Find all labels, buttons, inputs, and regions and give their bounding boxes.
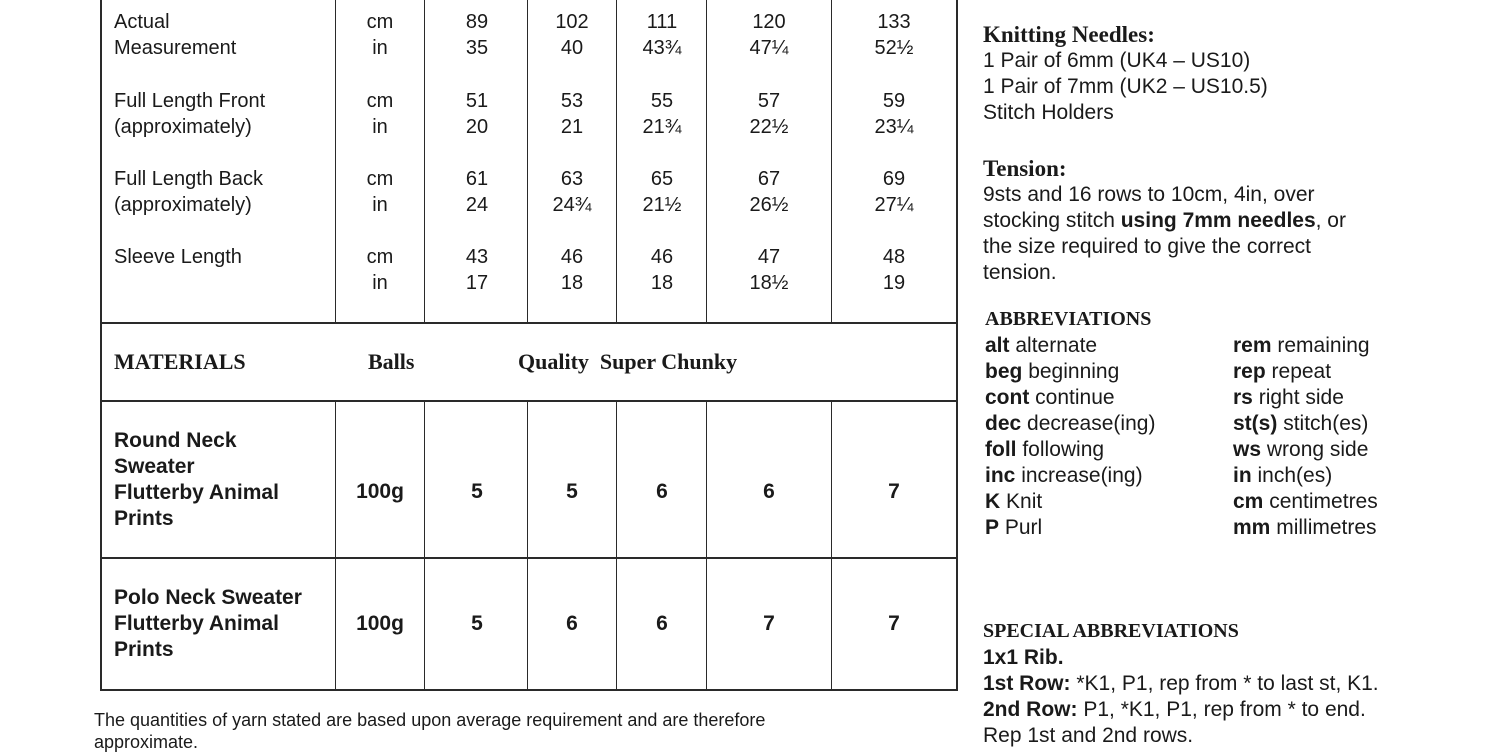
abbreviation-term: cm [1233,490,1264,513]
value-cm: 46 [560,246,584,268]
abbreviation-item [1233,385,1344,411]
abbreviation-item [985,489,1042,515]
abbreviation-item [985,385,1115,411]
unit-cm: cm [366,90,394,112]
abbreviation-meaning: stitch(es) [1283,412,1369,435]
abbreviation-meaning: wrong side [1266,438,1369,461]
col-divider [706,401,707,690]
abbreviation-term: beg [985,360,1023,383]
footnote: The quantities of yarn stated are based upon average requirement and are therefore approximate. [94,710,766,752]
abbreviation-item [985,463,1143,489]
value-cm: 133 [877,11,911,33]
abbreviation-item [985,411,1155,437]
abbreviation-item [1233,359,1331,385]
materials-title: MATERIALS [114,349,246,374]
value-in: 18½ [749,272,789,294]
abbreviation-term: st(s) [1233,412,1278,435]
abbreviation-meaning: Purl [1004,516,1043,539]
abbreviation-item [985,437,1104,463]
ball-count: 6 [656,612,668,635]
abbreviation-meaning: right side [1258,386,1344,409]
abbreviation-term: alt [985,334,1010,357]
table-border-bottom [100,689,958,691]
ball-count: 5 [566,480,578,503]
material-name: Polo Neck Sweater Flutterby Animal Prints [114,586,302,661]
measurement-label: Full Length Back (approximately) [114,168,263,216]
abbreviation-term: K [985,490,1001,513]
col-divider [527,401,528,690]
value-cm: 65 [650,168,674,190]
abbreviation-meaning: decrease(ing) [1027,412,1156,435]
needles-line: Stitch Holders [983,101,1114,124]
value-cm: 46 [650,246,674,268]
value-in: 22½ [749,116,789,138]
measurement-label: Sleeve Length [114,246,242,268]
abbreviation-meaning: centimetres [1269,490,1378,513]
abbreviation-meaning: inch(es) [1257,464,1333,487]
rib-row-1: 1st Row: *K1, P1, rep from * to last st, K1. [983,672,1379,695]
tension-line: tension. [983,261,1057,284]
value-cm: 69 [882,168,906,190]
value-cm: 102 [555,11,589,33]
value-cm: 57 [757,90,781,112]
needles-heading: Knitting Needles: [983,22,1155,47]
col-divider [706,0,707,323]
rib-title: 1x1 Rib. [983,646,1064,669]
abbreviation-item [985,515,1042,541]
unit-in: in [372,37,388,59]
ball-weight: 100g [356,480,404,503]
col-divider [616,0,617,323]
abbreviation-item [1233,411,1368,437]
tension-line: the size required to give the correct [983,235,1312,258]
value-in: 23¼ [874,116,914,138]
value-in: 47¼ [749,37,789,59]
ball-count: 6 [763,480,775,503]
value-cm: 53 [560,90,584,112]
abbreviation-meaning: millimetres [1276,516,1377,539]
material-name: Round Neck Sweater Flutterby Animal Prints [114,429,279,530]
abbreviation-term: in [1233,464,1252,487]
value-in: 24 [465,194,489,216]
value-in: 24¾ [552,194,592,216]
value-cm: 55 [650,90,674,112]
value-cm: 111 [646,11,678,33]
value-in: 21½ [642,194,682,216]
ball-count: 6 [566,612,578,635]
abbreviation-meaning: continue [1035,386,1115,409]
col-divider [335,0,336,323]
value-in: 21 [560,116,584,138]
abbreviation-item [1233,333,1370,359]
measurement-label: Actual Measurement [114,11,237,59]
value-in: 18 [650,272,674,294]
col-divider [424,0,425,323]
abbreviation-term: dec [985,412,1022,435]
value-cm: 43 [465,246,489,268]
abbreviation-item [985,359,1119,385]
unit-in: in [372,194,388,216]
abbreviation-term: rem [1233,334,1272,357]
table-border-right [956,0,958,691]
quality-label: Quality Super Chunky [518,349,738,374]
ball-count: 7 [888,612,900,635]
measurement-label: Full Length Front (approximately) [114,90,266,138]
abbreviation-meaning: Knit [1006,490,1043,513]
unit-cm: cm [366,246,394,268]
rib-row-2: 2nd Row: P1, *K1, P1, rep from * to end. [983,698,1366,721]
col-divider [424,401,425,690]
unit-in: in [372,116,388,138]
row-divider [100,557,958,559]
abbreviation-term: mm [1233,516,1271,539]
col-divider [527,0,528,323]
special-heading: SPECIAL ABBREVIATIONS [983,620,1239,642]
unit-in: in [372,272,388,294]
tension-line: stocking stitch using 7mm needles, or [983,209,1346,232]
value-cm: 47 [757,246,781,268]
abbreviation-meaning: beginning [1028,360,1120,383]
abbreviation-item [1233,463,1332,489]
ball-weight: 100g [356,612,404,635]
value-in: 35 [465,37,489,59]
ball-count: 7 [888,480,900,503]
value-cm: 51 [465,90,489,112]
row-divider [100,400,958,402]
ball-count: 5 [471,612,483,635]
value-in: 17 [465,272,489,294]
ball-count: 7 [763,612,775,635]
abbreviation-item [1233,437,1368,463]
value-cm: 61 [465,168,489,190]
abbreviation-term: rs [1233,386,1253,409]
value-in: 21¾ [642,116,682,138]
value-cm: 48 [882,246,906,268]
value-cm: 67 [757,168,781,190]
balls-label: Balls [368,349,415,374]
rib-repeat: Rep 1st and 2nd rows. [983,724,1194,747]
value-cm: 63 [560,168,584,190]
value-in: 20 [465,116,489,138]
col-divider [831,0,832,323]
value-in: 43¾ [642,37,682,59]
abbreviation-item [985,333,1097,359]
abbreviation-item [1233,515,1377,541]
value-in: 27¼ [874,194,914,216]
value-in: 26½ [749,194,789,216]
abbreviation-meaning: following [1022,438,1105,461]
abbreviation-meaning: repeat [1271,360,1332,383]
abbreviation-term: cont [985,386,1030,409]
col-divider [831,401,832,690]
ball-count: 6 [656,480,668,503]
abbreviations-heading: ABBREVIATIONS [985,308,1152,330]
needles-line: 1 Pair of 6mm (UK4 – US10) [983,49,1251,72]
table-border-left [100,0,102,691]
value-in: 52½ [874,37,914,59]
value-in: 40 [560,37,584,59]
unit-cm: cm [366,168,394,190]
value-cm: 59 [882,90,906,112]
tension-heading: Tension: [983,156,1067,181]
abbreviation-term: rep [1233,360,1266,383]
abbreviation-term: P [985,516,1000,539]
abbreviation-meaning: remaining [1277,334,1370,357]
value-in: 19 [882,272,906,294]
needles-line: 1 Pair of 7mm (UK2 – US10.5) [983,75,1268,98]
value-cm: 89 [465,11,489,33]
abbreviation-meaning: alternate [1015,334,1098,357]
ball-count: 5 [471,480,483,503]
value-cm: 120 [752,11,786,33]
abbreviation-item [1233,489,1378,515]
value-in: 18 [560,272,584,294]
abbreviation-term: inc [985,464,1016,487]
abbreviation-meaning: increase(ing) [1021,464,1143,487]
row-divider [100,322,958,324]
col-divider [335,401,336,690]
abbreviation-term: ws [1233,438,1262,461]
unit-cm: cm [366,11,394,33]
abbreviation-term: foll [985,438,1017,461]
col-divider [616,401,617,690]
tension-line: 9sts and 16 rows to 10cm, 4in, over [983,183,1315,206]
